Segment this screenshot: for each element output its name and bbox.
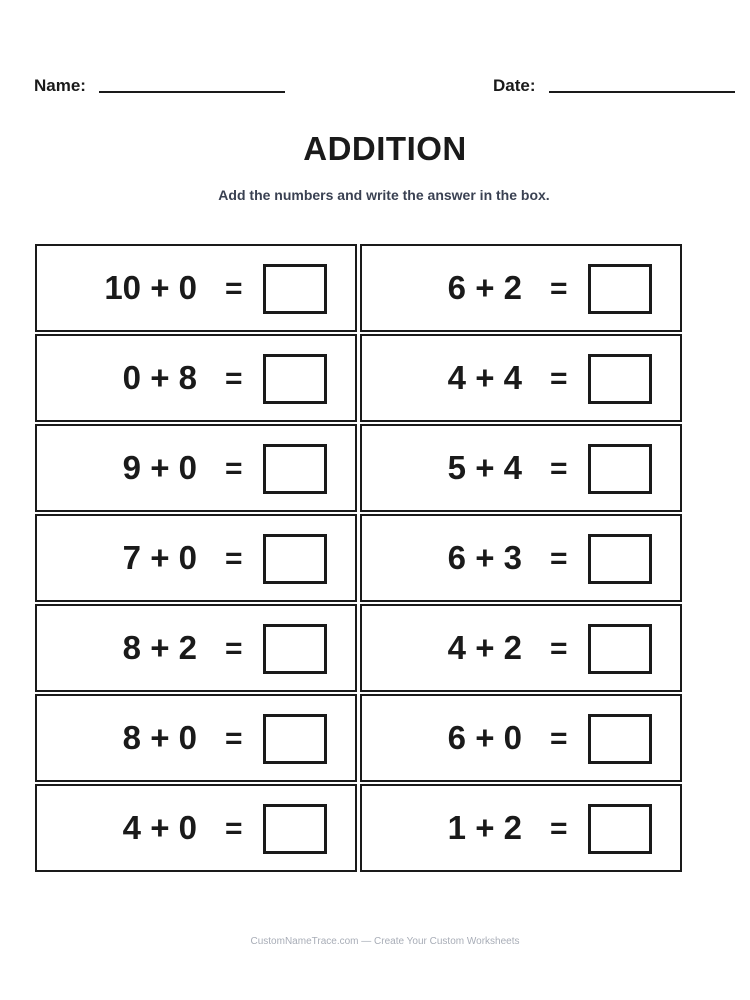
- answer-box[interactable]: [588, 264, 652, 314]
- problem-expression: 4 + 2: [447, 629, 522, 666]
- problem-card: [35, 784, 357, 872]
- answer-box[interactable]: [588, 534, 652, 584]
- equals-sign: =: [225, 272, 243, 305]
- equals-sign: =: [225, 722, 243, 755]
- answer-box[interactable]: [263, 354, 327, 404]
- instructions-text: Add the numbers and write the answer in the box.: [218, 187, 550, 203]
- equals-sign: =: [550, 632, 568, 665]
- answer-box[interactable]: [588, 804, 652, 854]
- equals-sign: =: [550, 722, 568, 755]
- equals-sign: =: [550, 362, 568, 395]
- problem-expression: 7 + 0: [122, 539, 197, 576]
- problem-expression: 4 + 0: [122, 809, 197, 846]
- problem-expression: 4 + 4: [447, 359, 522, 396]
- problem-card: [360, 334, 682, 422]
- equals-sign: =: [225, 452, 243, 485]
- problem-expression: 6 + 3: [447, 539, 522, 576]
- answer-box[interactable]: [588, 444, 652, 494]
- date-write-line[interactable]: [549, 91, 735, 93]
- equals-sign: =: [550, 272, 568, 305]
- date-label: Date:: [493, 76, 536, 95]
- equals-sign: =: [225, 362, 243, 395]
- equals-sign: =: [550, 452, 568, 485]
- problem-expression: 5 + 4: [447, 449, 522, 486]
- problem-card: [360, 514, 682, 602]
- problem-expression: 8 + 0: [122, 719, 197, 756]
- equals-sign: =: [550, 812, 568, 845]
- problem-card: [360, 784, 682, 872]
- equals-sign: =: [550, 542, 568, 575]
- answer-box[interactable]: [263, 264, 327, 314]
- equals-sign: =: [225, 542, 243, 575]
- problem-expression: 1 + 2: [447, 809, 522, 846]
- name-field: [34, 76, 285, 96]
- answer-box[interactable]: [588, 624, 652, 674]
- answer-box[interactable]: [263, 804, 327, 854]
- problem-card: [35, 694, 357, 782]
- problem-grid: [35, 244, 682, 872]
- problem-expression: 0 + 8: [122, 359, 197, 396]
- answer-box[interactable]: [263, 714, 327, 764]
- equals-sign: =: [225, 632, 243, 665]
- equals-sign: =: [225, 812, 243, 845]
- problem-card: [35, 244, 357, 332]
- problem-card: [35, 604, 357, 692]
- problem-expression: 6 + 0: [447, 719, 522, 756]
- footer-credit: CustomNameTrace.com — Create Your Custom Worksheets: [250, 936, 520, 947]
- problem-card: [35, 514, 357, 602]
- problem-card: [360, 694, 682, 782]
- problem-card: [35, 334, 357, 422]
- problem-expression: 10 + 0: [104, 269, 197, 306]
- answer-box[interactable]: [263, 534, 327, 584]
- answer-box[interactable]: [263, 624, 327, 674]
- problem-expression: 8 + 2: [122, 629, 197, 666]
- date-field: [493, 76, 735, 96]
- name-label: Name:: [34, 76, 86, 95]
- problem-card: [35, 424, 357, 512]
- problem-expression: 9 + 0: [122, 449, 197, 486]
- problem-card: [360, 244, 682, 332]
- answer-box[interactable]: [588, 354, 652, 404]
- answer-box[interactable]: [588, 714, 652, 764]
- answer-box[interactable]: [263, 444, 327, 494]
- problem-card: [360, 604, 682, 692]
- problem-expression: 6 + 2: [447, 269, 522, 306]
- problem-card: [360, 424, 682, 512]
- page-title: ADDITION: [303, 130, 467, 167]
- header-fields: [0, 76, 750, 100]
- name-write-line[interactable]: [99, 91, 285, 93]
